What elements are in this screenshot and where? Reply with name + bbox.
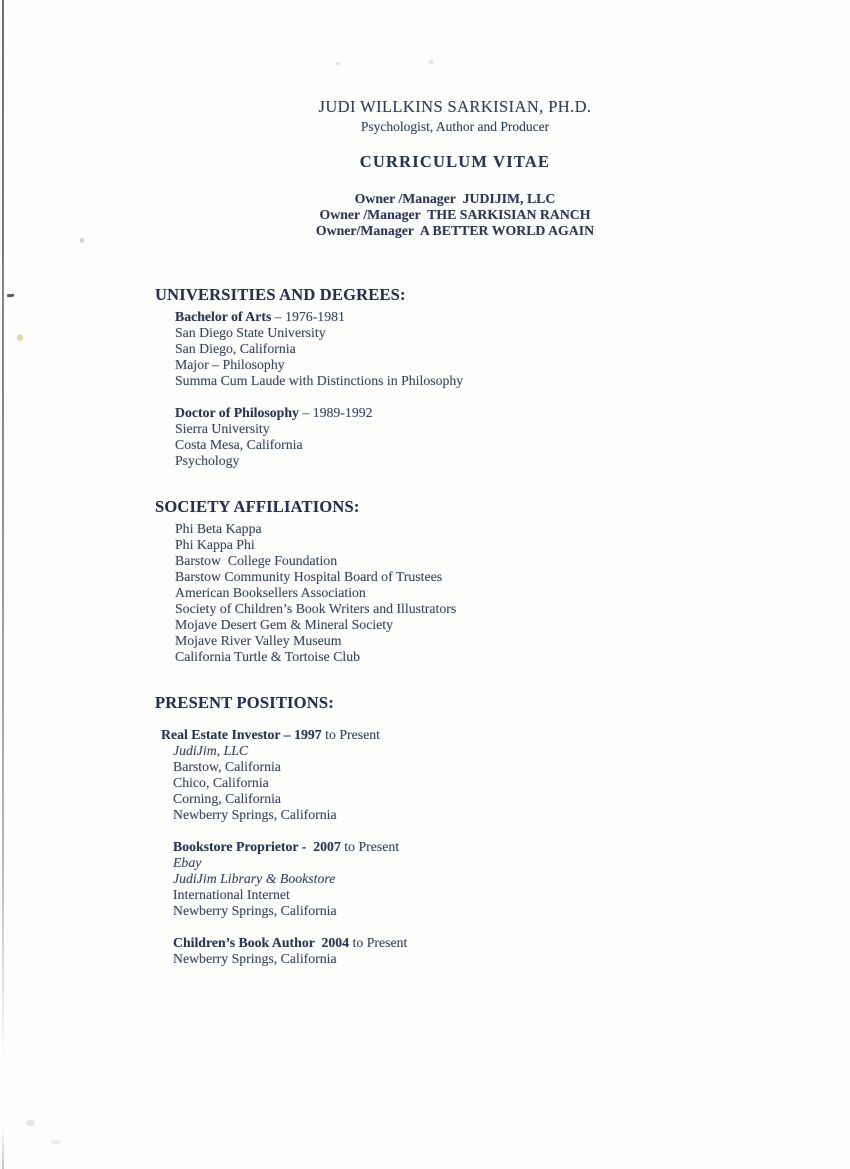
position-location: Newberry Springs, California — [173, 951, 337, 966]
scan-artifact-dash — [7, 294, 14, 297]
affiliation-item: Mojave Desert Gem & Mineral Society — [175, 617, 394, 632]
scan-edge-line-bottom — [2, 1128, 4, 1169]
affiliation-item: Society of Children’s Book Writers and Illustrators — [175, 601, 457, 616]
position-entry — [155, 727, 730, 823]
affiliation-item: Barstow College Foundation — [175, 553, 338, 568]
section-title: PRESENT POSITIONS: — [155, 693, 334, 712]
affiliation-item: Phi Beta Kappa — [175, 521, 262, 536]
section-society-affiliations — [155, 497, 730, 665]
position-entry — [155, 839, 730, 919]
affiliation-item: American Booksellers Association — [175, 585, 366, 600]
position-location: Corning, California — [173, 791, 282, 806]
owner-roles — [30, 191, 850, 239]
degree-entry — [155, 405, 730, 469]
section-present-positions — [155, 693, 730, 967]
position-heading: Real Estate Investor – 1997 to Present — [161, 727, 380, 742]
position-location: Newberry Springs, California — [173, 807, 337, 822]
scan-artifact-speck — [428, 60, 434, 64]
position-location: Newberry Springs, California — [173, 903, 337, 918]
position-location: Chico, California — [173, 775, 269, 790]
scan-edge-line — [2, 0, 4, 1062]
position-heading: Children’s Book Author 2004 to Present — [173, 935, 408, 950]
scan-artifact-dot — [17, 334, 23, 341]
person-name: JUDI WILLKINS SARKISIAN, PH.D. — [318, 97, 592, 116]
degree-detail: San Diego, California — [175, 341, 296, 356]
affiliation-item: Barstow Community Hospital Board of Trustees — [175, 569, 443, 584]
section-title: SOCIETY AFFILIATIONS: — [155, 497, 360, 516]
degree-detail: Sierra University — [175, 421, 270, 436]
person-subtitle: Psychologist, Author and Producer — [360, 119, 550, 134]
degree-detail: Summa Cum Laude with Distinctions in Philosophy — [175, 373, 464, 388]
owner-role: Owner /Manager THE SARKISIAN RANCH — [319, 207, 591, 222]
cv-header — [30, 97, 850, 239]
position-org: JudiJim Library & Bookstore — [173, 871, 336, 886]
position-entry — [155, 935, 730, 967]
affiliation-item: Mojave River Valley Museum — [175, 633, 342, 648]
degree-detail: San Diego State University — [175, 325, 326, 340]
position-heading: Bookstore Proprietor - 2007 to Present — [173, 839, 400, 854]
section-title: UNIVERSITIES AND DEGREES: — [155, 285, 406, 304]
affiliation-list — [155, 521, 730, 665]
degree-detail: Costa Mesa, California — [175, 437, 303, 452]
affiliation-item: California Turtle & Tortoise Club — [175, 649, 361, 664]
owner-role: Owner /Manager JUDIJIM, LLC — [354, 191, 556, 206]
owner-role: Owner/Manager A BETTER WORLD AGAIN — [315, 223, 595, 238]
cv-body — [155, 285, 730, 995]
position-org: Ebay — [173, 855, 202, 870]
affiliation-item: Phi Kappa Phi — [175, 537, 255, 552]
position-location: Barstow, California — [173, 759, 281, 774]
scan-artifact-speck — [26, 1120, 35, 1126]
scan-artifact-speck — [50, 1140, 61, 1144]
degree-heading: Doctor of Philosophy – 1989-1992 — [175, 405, 373, 420]
document-title: CURRICULUM VITAE — [359, 152, 551, 171]
position-location: International Internet — [173, 887, 290, 902]
position-org: JudiJim, LLC — [173, 743, 249, 758]
scan-artifact-speck — [335, 62, 340, 65]
degree-heading: Bachelor of Arts – 1976-1981 — [175, 309, 345, 324]
degree-detail: Psychology — [175, 453, 240, 468]
section-universities-and-degrees — [155, 285, 730, 469]
degree-detail: Major – Philosophy — [175, 357, 285, 372]
degree-entry — [155, 309, 730, 389]
